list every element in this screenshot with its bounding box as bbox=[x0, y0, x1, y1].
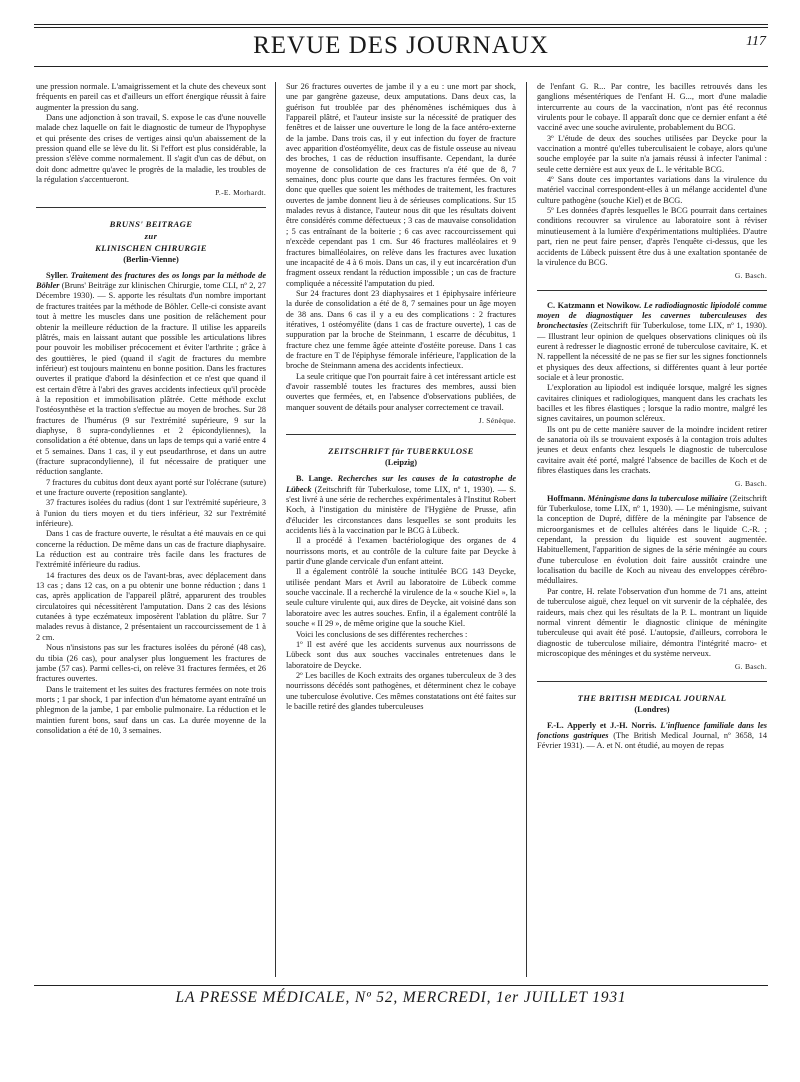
paragraph: 2º Les bacilles de Koch extraits des organes tuberculeux de 3 des nourrissons décédés sont pathogènes, et déterminent chez le cobaye une tuberculose évolutive. Ces mêmes constatations ont été faites sur le bacille retiré des glandes tuberculeuses bbox=[286, 670, 516, 711]
paragraph: 37 fractures isolées du radius (dont 1 sur l'extrémité supérieure, 3 à l'union du tiers moyen et du tiers inférieur, 32 sur l'extrémité inférieure). bbox=[36, 498, 266, 529]
section-subtitle: (Berlin-Vienne) bbox=[123, 254, 179, 264]
article-title: Le radiodiagnostic lipiodolé comme moyen de diagnostiquer les cavernes tuberculeuses des bronchectasies bbox=[537, 300, 767, 331]
section-title: ZEITSCHRIFT für TUBERKULOSE bbox=[328, 446, 474, 457]
article-author: C. Katzmann et Nowikow. bbox=[547, 300, 642, 310]
paragraph: Dans 1 cas de fracture ouverte, le résultat a été mauvais en ce qui concerne la réduction. De même dans un cas de fracture diaphysaire. La réduction est au contraire très facile dans les fractures de l'extrémité inférieure du radius. bbox=[36, 529, 266, 570]
article-signature: P.-E. Morhardt. bbox=[215, 188, 266, 198]
paragraph: Ils ont pu de cette manière sauver de la moindre incident retirer de sanatoria où ils se trouvaient exposés à la contagion trois adultes jeunes et deux enfants chez lesquels le diagnostic de tuberculose cavitaire avait été porté, malgré l'absence de bacilles de Koch et de fibres élastiques dans les crachats. bbox=[537, 424, 767, 476]
column-1 bbox=[36, 82, 266, 977]
section-title: KLINISCHEN CHIRURGIE bbox=[95, 242, 207, 253]
section-rule bbox=[537, 681, 767, 682]
article-title: Traitement des fractures des os longs par la méthode de Böhler bbox=[36, 270, 266, 291]
paragraph: Par contre, H. relate l'observation d'un homme de 71 ans, atteint de tuberculose aiguë, chez lequel on vit survenir de la céphalée, des raideurs, mais chez qui les résultats de la P. L. montrant un liquide normal vinrent démentir le diagnostic clinique de méningite tuberculeuse qui avait été posé. L'autopsie, d'ailleurs, corrobora le diagnostic de tuberculose miliaire, démontra l'intégrité macro- et microscopique des méninges et du système nerveux. bbox=[537, 586, 767, 658]
paragraph: Sur 26 fractures ouvertes de jambe il y a eu : une mort par shock, une par gangrène gazeuse, deux amputations. Dans deux cas, la guérison fut troublée par des phénomènes ischémiques dus à l'appareil plâtré, et l'auteur insiste sur la nécessité de pratiquer des fenêtres et de laisser une ouverture le long de la face antéro-externe de la jambe. Dans trois cas, il y eut infection du foyer de fracture avec apparition d'ostéomyélite, deux cas de fistule osseuse au niveau des broches, 1 cas de réduction insuffisante. Cependant, la durée moyenne de consolidation de ces fractures n'a été que de 8, 7 semaines, donc plus courte que dans les fractures fermées. On voit donc que quelles que soient les méthodes de traitement, les fractures ouvertes de jambe donnent lieu à de sérieuses complications. Sur 15 malades revus à distance, l'auteur nous dit que les résultats doivent être considérés comme défectueux ; 3 cas de mauvaise consolidation ; 5 cas entraînant de la boiterie ; 6 cas avec raccourcissement qui n'excède cependant pas 1 cm. Sur 46 fractures malléolaires et 9 fractures bimalléolaires, on relève dans les fractures avec luxation une incapacité de 4 à 6 mois. Dans un cas, il y eut incarcération d'un fragment osseux rendant la réduction impossible ; un cas de fracture compliquée a nécessité l'amputation du pied. bbox=[286, 82, 516, 288]
column-divider bbox=[526, 82, 527, 977]
section-title: BRUNS' BEITRAGE bbox=[109, 218, 193, 229]
article-signature: G. Basch. bbox=[734, 662, 767, 672]
column-divider bbox=[275, 82, 276, 977]
paragraph: 4º Sans doute ces importantes variations dans la virulence du matériel vaccinal correspondent-elles à un mélange accidentel d'une culture pathogène (souche Kiel) et de BCG. bbox=[537, 175, 767, 205]
article-paragraph bbox=[537, 721, 767, 752]
article-paragraph bbox=[286, 474, 516, 536]
section-rule bbox=[36, 207, 266, 208]
article-signature: G. Basch. bbox=[734, 479, 767, 489]
paragraph: 14 fractures des deux os de l'avant-bras, avec déplacement dans 13 cas ; dans 12 cas, on a pu obtenir une bonne réduction ; dans 1 cas, après application de l'appareil plâtré, apparurent des troubles circulatoires qui nécessitèrent l'amputation. Dans 2 cas des lésions cutanées à type eczémateux imposèrent l'ablation du plâtre. Sur 7 malades revus à distance, 2 présentaient un raccourcissement de 1 à 2 cm. bbox=[36, 570, 266, 642]
paragraph: 1º Il est avéré que les accidents survenus aux nourrissons de Lübeck sont dus aux souches vaccinales entretenues dans le laboratoire de Deycke. bbox=[286, 639, 516, 670]
article-title: L'influence familiale dans les fonctions gastriques bbox=[537, 720, 767, 740]
paragraph: Il a également contrôlé la souche intitulée BCG 143 Deycke, utilisée pendant Mars et Avril au laboratoire de Lübeck comme souche vaccinale. Il a recherché la virulence de la « souche Kiel », la seule culture virulente qui, aux dires de Deycke, ait voisiné dans son laboratoire avec les autres souches. Enfin, il a également contrôlé la souche « II 29 », de même origine que la souche Kiel. bbox=[286, 567, 516, 629]
article-text: (Zeitschrift für Tuberkulose, tome LIX, nº 1, 1930). — S. s'est livré à une série de recherches expérimentales à l'Institut Robert Koch, à l'instigation du ministère de l'Hygiène de Prusse, afin d'élucider les circonstances dans lesquelles se sont produits les accidents liés à la vaccination par le BCG à Lübeck. bbox=[286, 484, 516, 536]
article-author: Hoffmann. bbox=[547, 493, 586, 503]
paragraph: Voici les conclusions de ses différentes recherches : bbox=[296, 629, 468, 639]
section-title: zur bbox=[144, 230, 158, 241]
article-author: B. Lange. bbox=[296, 474, 333, 484]
paragraph: une pression normale. L'amaigrissement et la chute des cheveux sont fréquents en pareil cas et d'ailleurs un effort énergique réussit à faire augmenter la pression du sang. bbox=[36, 82, 266, 112]
page-number: 117 bbox=[746, 34, 766, 49]
article-title: Méningisme dans la tuberculose miliaire bbox=[587, 493, 728, 503]
article-signature: G. Basch. bbox=[734, 271, 767, 281]
column-2 bbox=[286, 82, 516, 977]
article-text: (Zeitschrift für Tuberkulose, tome LIX, nº 1, 1930). — Illustrant leur opinion de quelques observations cliniques où ils eurent à redresser le diagnostic erroné de tuberculose cavitaire, K. et N. rappellent la nécessité de ne pas se fier sur les signes fonctionnels et physiques des deux affections, si différentes quant à leur portée sociale et à leur pronostic. bbox=[537, 321, 767, 382]
header-rule bbox=[34, 27, 768, 28]
column-3 bbox=[537, 82, 767, 977]
article-text: (The British Medical Journal, nº 3658, 14 Février 1931). — A. et N. ont étudié, au moyen de repas bbox=[537, 730, 767, 751]
section-subtitle: (Londres) bbox=[634, 704, 670, 714]
article-paragraph bbox=[537, 301, 767, 384]
paragraph: Dans le traitement et les suites des fractures fermées on note trois morts ; 1 par shock, 1 par infection d'un hématome ayant entraîné un phlegmon de la jambe, 1 par embolie pulmonaire. La réduction et le maintien furent bons, sauf dans un cas. La durée moyenne de la consolidation a été de 10, 3 semaines. bbox=[36, 684, 266, 735]
page-header bbox=[34, 24, 768, 72]
paragraph: 5º Les données d'après lesquelles le BCG pourrait dans certaines conditions recouvrer sa virulence au laboratoire sont à réviser minutieusement à la lumière d'expérimentations multipliées. D'autre part, rien ne peut faire penser, d'après l'enquête ci-dessus, que les accidents de Lübeck puissent être dus à une exaltation spontanée de la virulence du BCG. bbox=[537, 206, 767, 267]
page-footer bbox=[34, 985, 768, 1015]
footer-rule bbox=[34, 985, 768, 986]
article-rule bbox=[537, 290, 767, 291]
article-text: (Zeitschrift für Tuberkulose, tome LIX, nº 1, 1930). — Le méningisme, suivant la conception de Dupré, diffère de la méningite par l'absence de microorganismes et de cellules altérées dans le liquide C.-R. ; cependant, la pression du liquide est souvent augmentée. Habituellement, l'apparition de signes de la série méningée au cours d'une tuberculose en évolution doit faire aussitôt craindre une localisation du bacille de Koch au niveau des enveloppes cérébro-médullaires. bbox=[537, 493, 767, 586]
article-signature: J. Sénèque. bbox=[478, 416, 516, 425]
header-rule bbox=[34, 66, 768, 67]
article-title: Recherches sur les causes de la catastrophe de Lübeck bbox=[286, 474, 516, 494]
article-author: F.-L. Apperly et J.-H. Norris. bbox=[547, 720, 657, 730]
paragraph: Nous n'insistons pas sur les fractures isolées du péroné (48 cas), du tibia (26 cas), pour analyser plus longuement les fractures de jambe (57 cas). Parmi celles-ci, on relève 31 fractures fermées, et 26 fractures ouvertes. bbox=[36, 643, 266, 684]
section-rule bbox=[286, 434, 516, 435]
paragraph: La seule critique que l'on pourrait faire à cet intéressant article est d'avoir rassemblé toutes les fractures des membres, aussi bien ouvertes que fermées, et, en l'absence d'observations publiées, de manquer souvent de détails pour analyser correctement ce travail. bbox=[286, 371, 516, 412]
paragraph: 7 fractures du cubitus dont deux ayant porté sur l'olécrane (suture) et une fracture ouverte (reposition sanglante). bbox=[36, 477, 266, 497]
paragraph: Sur 24 fractures dont 23 diaphysaires et 1 épiphysaire inférieure la durée de consolidation a été de 8, 7 semaines pour un âge moyen de 38 ans. Dans 6 cas il y a eu des complications : 2 fractures itératives, 1 ostéomyélite (dans 1 cas de fracture ouverte), 1 cas de suppuration par la broche de Steinmann, 1 escarre de décubitus, 1 fracture chez une femme âgée atteinte d'ostéite poreuse. Dans 1 cas de fracture en T de l'épiphyse fémorale inférieure, l'application de la broche de Steinmann amena des accidents infectieux. bbox=[286, 288, 516, 371]
article-paragraph bbox=[537, 494, 767, 587]
header-rule bbox=[34, 24, 768, 25]
paragraph: Dans une adjonction à son travail, S. expose le cas d'une nouvelle malade chez laquelle on fait le diagnostic de tumeur de l'hypophyse et qui présente des crises de vertiges ainsi qu'un abaissement de la pression quand elle se lève du lit. Si l'effort est plus considérable, la pression s'élève comme normalement. Il s'agit d'un cas de début, on doit donc admettre qu'avec le progrès de la maladie, les troubles de la régulation s'accentueront. bbox=[36, 113, 266, 185]
journal-title: REVUE DES JOURNAUX bbox=[253, 32, 549, 59]
paragraph: Il a procédé à l'examen bactériologique des organes de 4 nourrissons morts, et au contrôle de la culture faite par Deycke à partir d'une glande cervicale d'un enfant atteint. bbox=[286, 536, 516, 567]
section-title: THE BRITISH MEDICAL JOURNAL bbox=[577, 692, 727, 703]
section-subtitle: (Leipzig) bbox=[384, 458, 418, 468]
paragraph: 3º L'étude de deux des souches utilisées par Deycke pour la vaccination a montré qu'elles tuberculisaient le cobaye, alors qu'une souche employée par la suite n'a jamais réussi à infecter l'animal : seule cette dernière est aux yeux de L. le véritable BCG. bbox=[537, 133, 767, 174]
paragraph: L'exploration au lipiodol est indiquée lorsque, malgré les signes cavitaires cliniques et radiologiques, manquent dans les crachats les bacilles et les fibres élastiques ; lorsque la radio montre, malgré les signes cavitaires, un poumon scléreux. bbox=[537, 383, 767, 424]
paragraph: de l'enfant G. R... Par contre, les bacilles retrouvés dans les ganglions mésentériques de l'enfant H. G..., mort d'une maladie intercurrente au cours de la vaccination, n'ont pas été reconnus virulents pour le cobaye. Il apparaît donc que ce dernier enfant a été vacciné avec une souche avirulente, probablement du BCG. bbox=[537, 82, 767, 133]
article-paragraph bbox=[36, 271, 266, 478]
article-text: (Bruns' Beiträge zur klinischen Chirurgie, tome CLI, nº 2, 27 Décembre 1930). — S. apporte les résultats d'un nombre important de fractures traitées par la méthode de Böhler. Celle-ci consiste avant tout à mettre les muscles dans une position de relâchement pour obtenir la meilleure réduction de la fracture. Il utilise les appareils plâtrés, mais en laissant autant que possible les articulations libres pour pouvoir les mobiliser précocement et éviter l'arthrite ; grâce à des gouttières, le pied (quand il s'agit de fractures du membre inférieur) est toujours maintenu en bonne position. Dans les fractures ouvertes il pratique d'abord la désinfection et ce n'est que quand il est certain d'être à l'abri des graves accidents infectieux qu'il procède à la reposition et immobilisation plâtrée. Cette méthode exclut l'ostéosynthèse et la traction s'effectue au moyen de broches. Sur 28 fractures de l'humérus (9 sur l'extrémité supérieure, 9 sur la diaphyse, 8 supra-condyliennes et 2 épicondyliennes), la consolidation a été obtenue, dans un laps de temps qui a varié entre 4 et 5 semaines. Dans 1 cas, il y eut pseudarthrose, et dans un autre (fracture supracondylienne), il fut nécessaire de pratiquer une réduction sanglante. bbox=[36, 281, 266, 477]
article-author: Syller. bbox=[46, 270, 69, 280]
footer-text: LA PRESSE MÉDICALE, Nº 52, MERCREDI, 1er JUILLET 1931 bbox=[175, 989, 627, 1006]
